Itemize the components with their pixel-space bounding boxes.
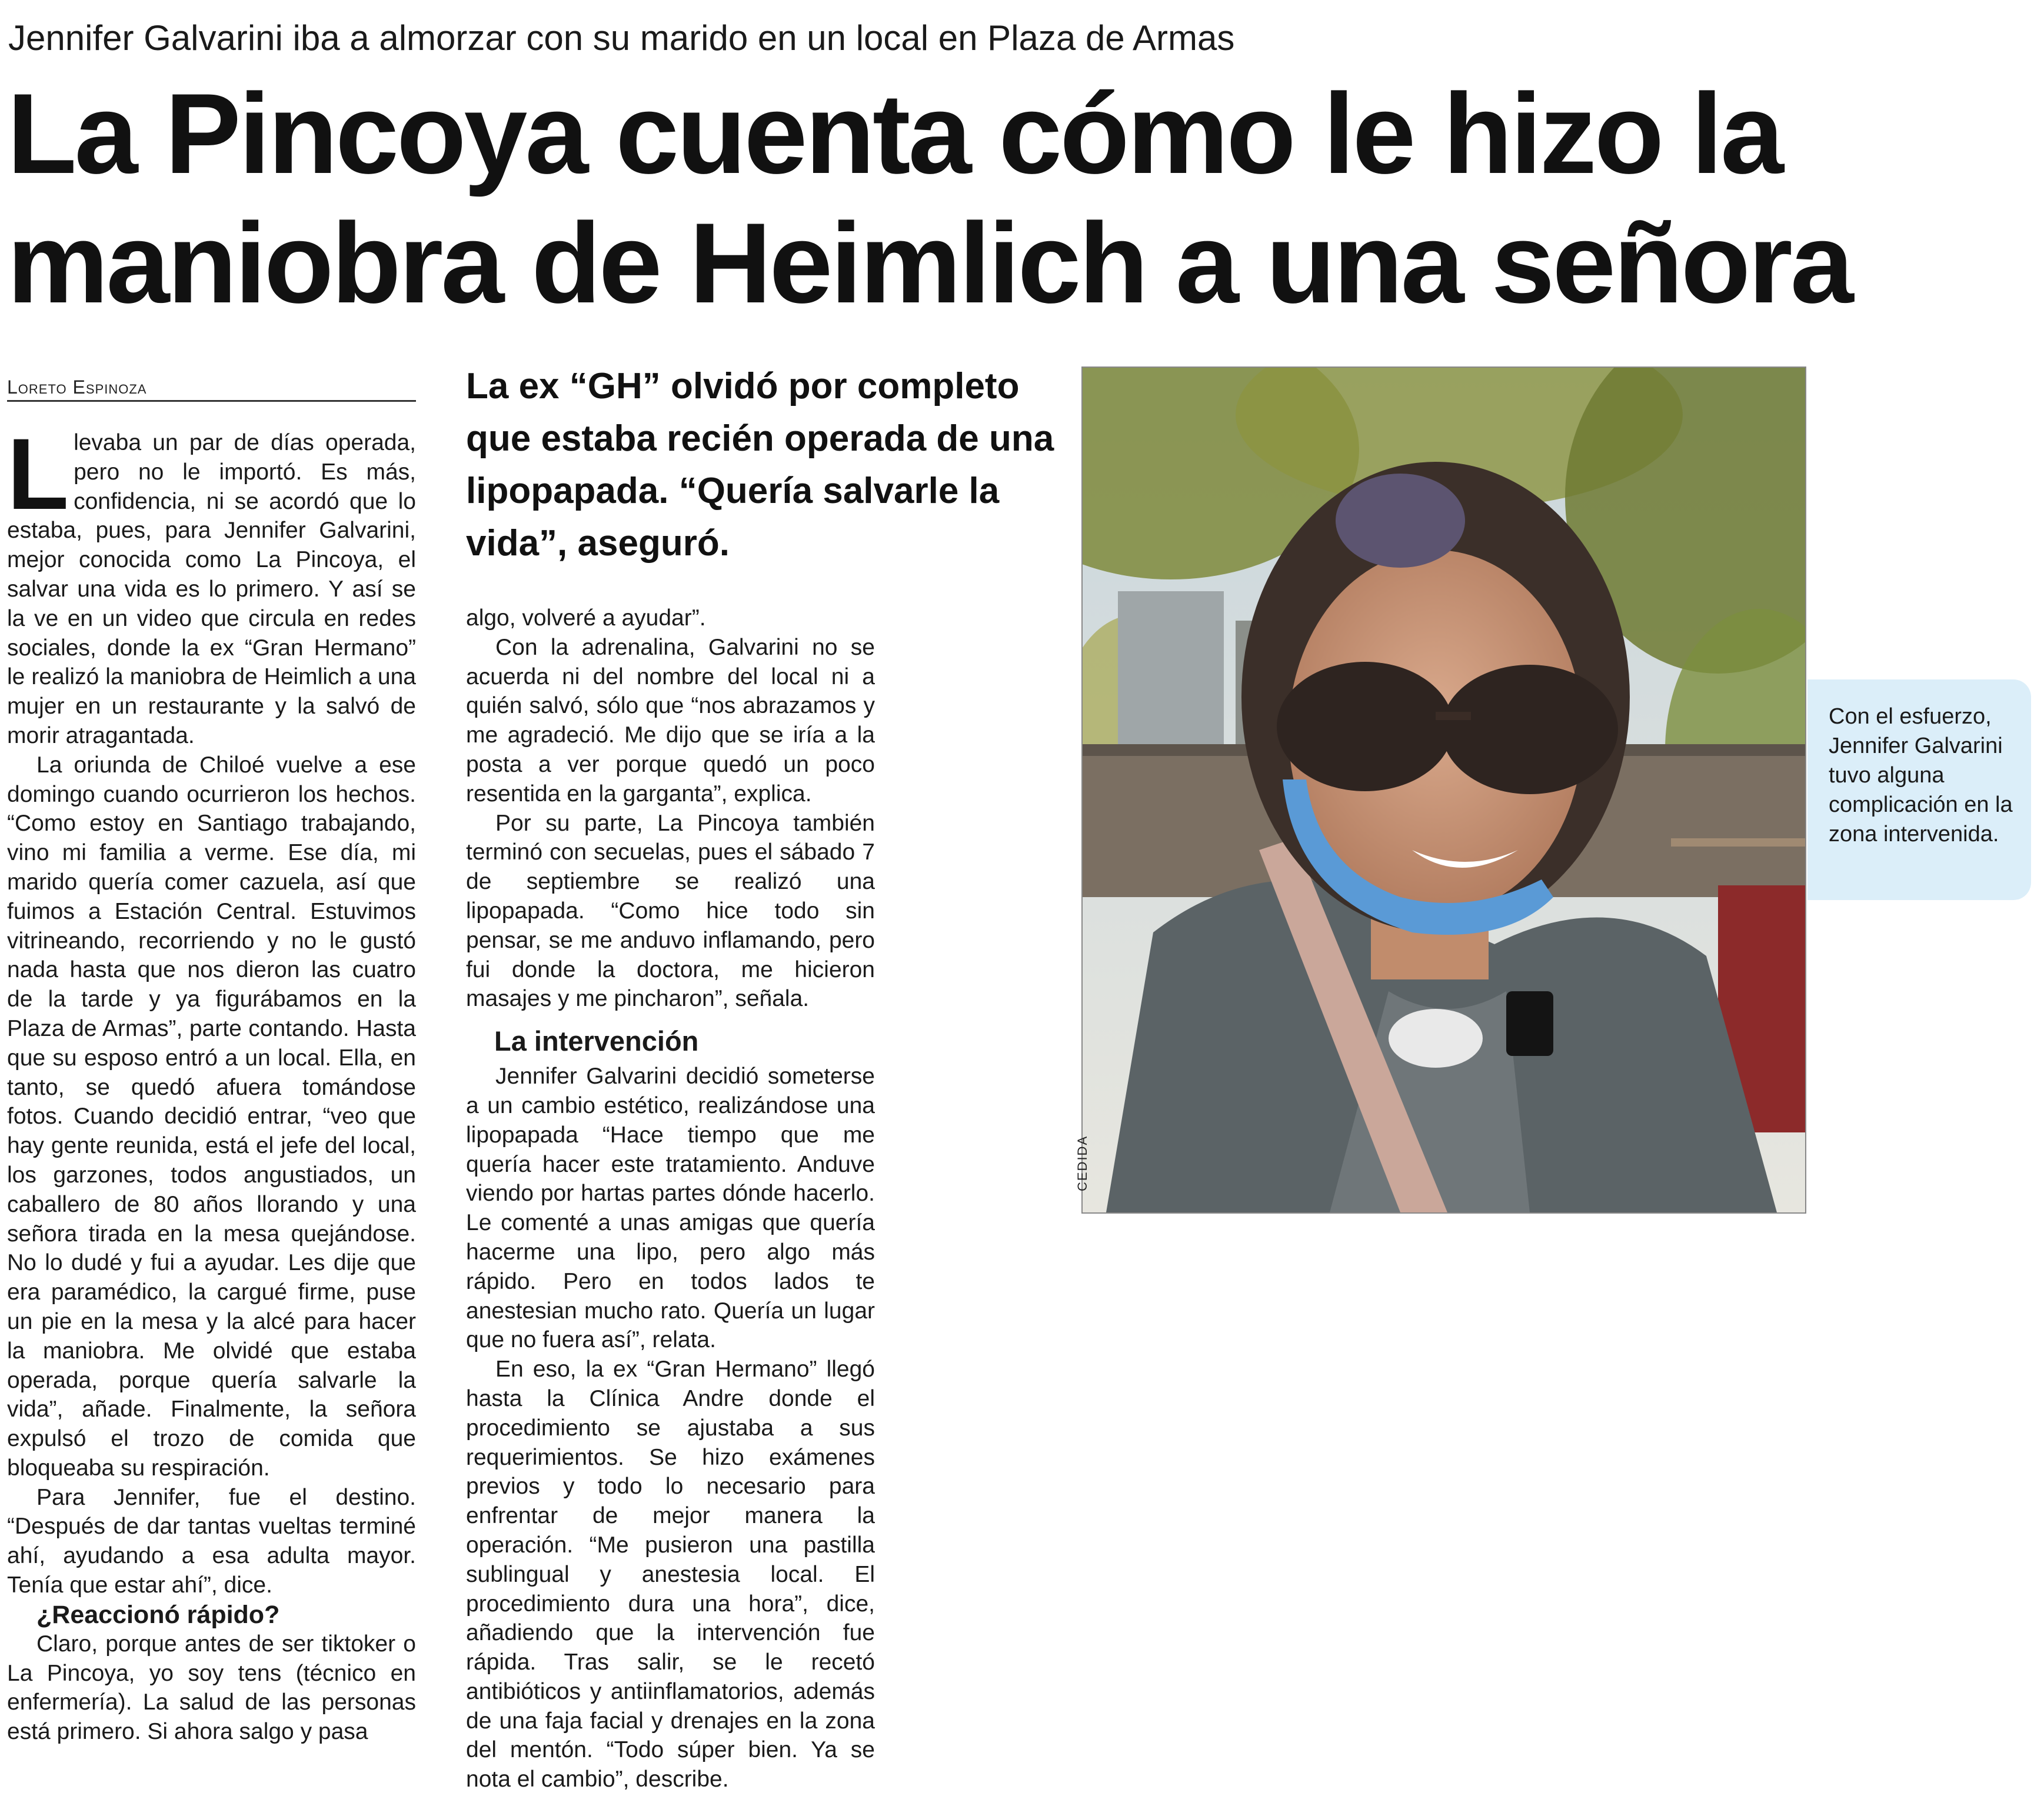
subheading: La intervención: [494, 1025, 699, 1057]
paragraph: levaba un par de días operada, pero no le importó. Es más, confidencia, ni se acordó que lo estaba, pues, para Jennifer Galvarini, mejor conocida como La Pincoya, el salvar una vida es lo primero. Y así se la ve en un video que circula en redes sociales, donde la ex “Gran Hermano” le realizó la maniobra de Heimlich a una mujer en un restaurante y la salvó de morir atragantada.: [7, 430, 416, 748]
photo-caption: Con el esfuerzo, Jennifer Galvarini tuvo alguna complicación en la zona intervenida.: [1807, 679, 2031, 900]
headline-line-2: maniobra de Heimlich a una señora: [7, 199, 1852, 327]
paragraph: algo, volveré a ayudar”.: [466, 605, 706, 631]
body-column-2: [466, 604, 875, 1794]
photo-illustration: [1083, 368, 1805, 1212]
interview-question: ¿Reaccionó rápido?: [36, 1600, 280, 1629]
paragraph: Jennifer Galvarini decidió someterse a un cambio estético, realizándose una lipopapada “Hace tiempo que me quería hacer este tratamiento. Anduve viendo por hartas partes dónde hacerlo. Le comenté a unas amigas que quería hacerme una lipo, pero algo más rápido. Pero en todos lados te anestesian mucho rato. Quería un lugar que no fuera así”, relata.: [466, 1064, 875, 1353]
paragraph: La oriunda de Chiloé vuelve a ese domingo cuando ocurrieron los hechos. “Como estoy en Santiago trabajando, vino mi familia a verme. Ese día, mi marido quería comer cazuela, así que fuimos a Estación Central. Estuvimos vitrineando, recorriendo y no le gustó nada hasta que nos dieron las cuatro de la tarde y ya figurábamos en la Plaza de Armas”, parte contando. Hasta que su esposo entró a un local. Ella, en tanto, se quedó afuera tomándose fotos. Cuando decidió entrar, “veo que hay gente reunida, está el jefe del local, los garzones, todos angustiados, un caballero de 80 años llorando y una señora tirada en la mesa quejándose. No lo dudé y fui a ayudar. Les dije que era paramédico, la cargué firme, puse un pie en la mesa y la alcé para hacer la maniobra. Me olvidé que estaba operada, porque quería salvarle la vida”, añade. Finalmente, la señora expulsó el trozo de comida que bloqueaba su respiración.: [7, 752, 416, 1481]
headline: [7, 69, 1949, 328]
paragraph: Por su parte, La Pincoya también terminó con secuelas, pues el sábado 7 de septiembre se realizó una lipopapada. “Como hice todo sin pensar, se me anduvo inflamando, pero fui donde la doctora, me hicieron masajes y me pincharon”, señala.: [466, 810, 875, 1012]
kicker: Jennifer Galvarini iba a almorzar con su marido en un local en Plaza de Armas: [8, 18, 1235, 58]
byline: Loreto Espinoza: [7, 376, 416, 402]
body-column-1: [7, 418, 416, 1747]
paragraph: En eso, la ex “Gran Hermano” llegó hasta la Clínica Andre donde el procedimiento se ajustaba a sus requerimientos. Se hizo exámenes previos y todo lo necesario para enfrentar de mejor manera la operación. “Me pusieron una pastilla sublingual y anestesia local. El procedimiento dura una hora”, dice, añadiendo que la intervención fue rápida. Tras salir, se le recetó antibióticos y antiinflamatorios, además de una faja facial y drenajes en la zona del mentón. “Todo súper bien. Ya se nota el cambio”, describe.: [466, 1357, 875, 1792]
article-photo: [1081, 366, 1806, 1214]
paragraph: Claro, porque antes de ser tiktoker o La Pincoya, yo soy tens (técnico en enfermería). La salud de las personas está primero. Si ahora salgo y pasa: [7, 1631, 416, 1745]
paragraph: Con la adrenalina, Galvarini no se acuerda ni del nombre del local ni a quién salvó, sólo que “nos abrazamos y me agradeció. Me dijo que se iría a la posta a ver porque quedó un poco resentida en la garganta”, explica.: [466, 634, 875, 807]
deck: La ex “GH” olvidó por completo que estaba recién operada de una lipopapada. “Quería salvarle la vida”, aseguró.: [466, 366, 1054, 564]
headline-line-1: La Pincoya cuenta cómo le hizo la: [7, 70, 1782, 198]
paragraph: Para Jennifer, fue el destino. “Después de dar tantas vueltas terminé ahí, ayudando a esa adulta mayor. Tenía que estar ahí”, dice.: [7, 1484, 416, 1598]
photo-credit: CEDIDA: [1075, 1135, 1090, 1191]
drop-cap: L: [7, 418, 69, 531]
